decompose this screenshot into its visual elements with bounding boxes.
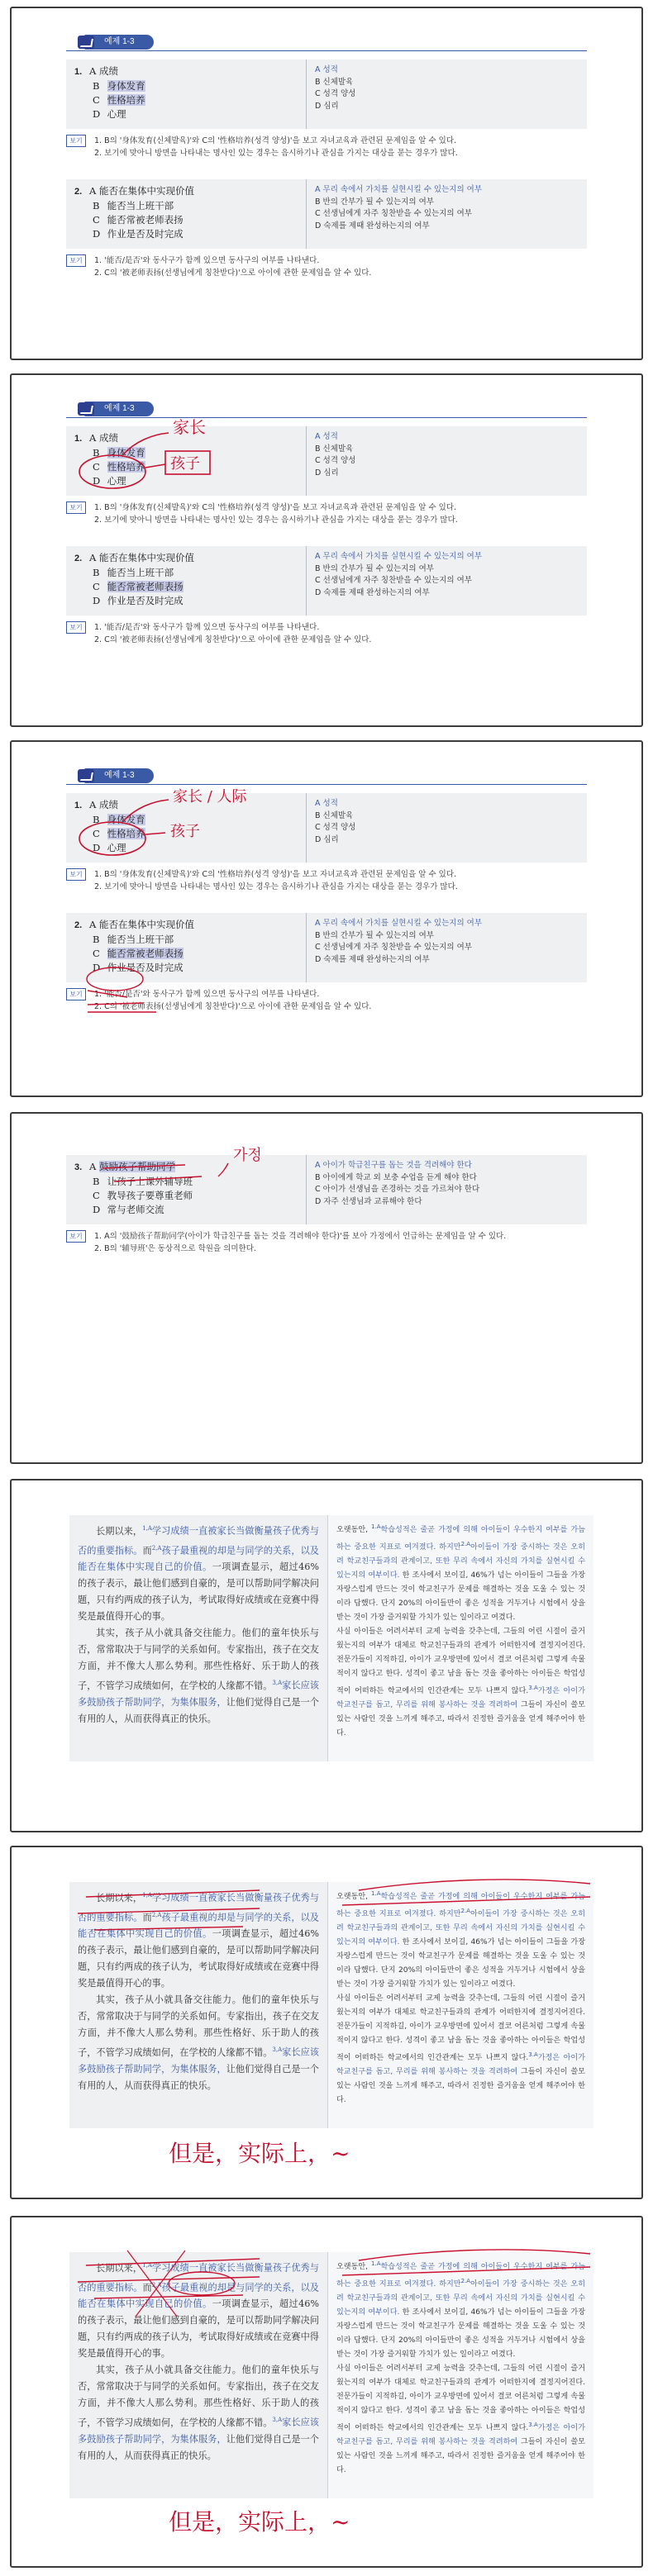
question-1: 1. A 成绩 B 身体发育 C 性格培养 D 心理 A 성적 B 신체발육 C 성격 양성 D 심리 xyxy=(66,59,587,129)
panel-passage-annotated-1: 长期以来，$^{1,A}$学习成绩一直被家长当做衡量孩子优秀与否的重要指标。而$^{2,A}$孩子最重视的却是与同学的关系，以及能否在集体中实现自己的价值。一项调查显示，超过46%的孩子表示，最让他们感到自豪的，是可以帮助同学解决问题，只有约两成的孩子认为，考试取得好成绩或在竞赛中得奖是最值得开心的事。 其实，孩子从小就具备交往能力。他们的童年快乐与否，常常取决于与同学的关系如何。专家指出，孩子在交友方面，并不像大人那么势利。那些性格好、乐于助人的孩子，不管学习成绩如何，在学校的人缘都不错。$^{3,A}$家长应该多鼓励孩子帮助同学，为集体服务，让他们觉得自己是一个有用的人，从而获得真正的快乐。 오랫동안, $^{1.A}$학습성적은 줄곧 가정에 의해 아이들이 우수한지 여부를 가늠하는 중요한 지표로 여겨졌다. 하지만$^{2.A}$아이들이 가장 중시하는 것은 오히려 학교친구들과의 관계이고, 또한 무리 속에서 자신의 가치를 실현시킬 수 있는지의 여부이다. 한 조사에서 보이길, 46%가 넘는 아이들이 그들을 가장 자랑스럽게 만드는 것이 학교친구가 문제를 해결하는 것을 도울 수 있는 것이라 답했다. 단지 20%의 아이들만이 좋은 성적을 거두거나 시험에서 상을 받는 것이 가장 즐거워할 가치가 있는 일이라고 여겼다. 사실 아이들은 어려서부터 교제 능력을 갖추는데, 그들의 어린 시절이 즐거웠는지의 여부가 대체로 학교친구들과의 관계가 어떠한지에 결정지어진다. 전문가들이 지적하길, 아이가 교우방면에 있어서 결코 어른처럼 그렇게 속물적이지 않다고 한다. 성격이 좋고 남을 돕는 것을 좋아하는 아이들은 학업성적이 어떠하든 학교에서의 인간관계는 모두 나쁘지 않다.$^{3.A}$가정은 아이가 학교친구를 돕고, 무리를 위해 봉사하는 것을 격려하여 그들이 자신이 쓸모 있는 사람인 것을 느끼게 해주고, 따라서 진정한 즐거움을 얻게 해주어야 한다. 但是，实际上，~ xyxy=(10,1846,643,2199)
panel-passage-annotated-2: 长期以来，$^{1,A}$学习成绩一直被家长当做衡量孩子优秀与否的重要指标。而$^{2,A}$孩子最重视的却是与同学的关系，以及能否在集体中实现自己的价值。一项调查显示，超过46%的孩子表示，最让他们感到自豪的，是可以帮助同学解决问题，只有约两成的孩子认为，考试取得好成绩或在竞赛中得奖是最值得开心的事。 其实，孩子从小就具备交往能力。他们的童年快乐与否，常常取决于与同学的关系如何。专家指出，孩子在交友方面，并不像大人那么势利。那些性格好、乐于助人的孩子，不管学习成绩如何，在学校的人缘都不错。$^{3,A}$家长应该多鼓励孩子帮助同学，为集体服务，让他们觉得自己是一个有用的人，从而获得真正的快乐。 오랫동안, $^{1.A}$학습성적은 줄곧 가정에 의해 아이들이 우수한지 여부를 가늠하는 중요한 지표로 여겨졌다. 하지만$^{2.A}$아이들이 가장 중시하는 것은 오히려 학교친구들과의 관계이고, 또한 무리 속에서 자신의 가치를 실현시킬 수 있는지의 여부이다. 한 조사에서 보이길, 46%가 넘는 아이들이 그들을 가장 자랑스럽게 만드는 것이 학교친구가 문제를 해결하는 것을 도울 수 있는 것이라 답했다. 단지 20%의 아이들만이 좋은 성적을 거두거나 시험에서 상을 받는 것이 가장 즐거워할 가치가 있는 일이라고 여겼다. 사실 아이들은 어려서부터 교제 능력을 갖추는데, 그들의 어린 시절이 즐거웠는지의 여부가 대체로 학교친구들과의 관계가 어떠한지에 결정지어진다. 전문가들이 지적하길, 아이가 교우방면에 있어서 결코 어른처럼 그렇게 속물적이지 않다고 한다. 성격이 좋고 남을 돕는 것을 좋아하는 아이들은 학업성적이 어떠하든 학교에서의 인간관계는 모두 나쁘지 않다.$^{3.A}$가정은 아이가 학교친구를 돕고, 무리를 위해 봉사하는 것을 격려하여 그들이 자신이 쓸모 있는 사람인 것을 느끼게 해주고, 따라서 진정한 즐거움을 얻게 해주어야 한다. 但是，实际上，~ xyxy=(10,2216,643,2568)
option-text: 性格培养 xyxy=(107,94,145,106)
note-tag: 보기 xyxy=(66,135,86,147)
handwritten-note: 가정 xyxy=(233,1147,262,1164)
panel-example-question-3: 3. A 鼓励孩子帮助同学 B 让孩子上课外辅导班 C 教导孩子要尊重老师 D 常与老师交流 A 아이가 학급친구를 돕는 것을 격려해야 한다 B 아이에게 학교 외 보충 수업을 듣게 해야 한다 C 아이가 선생님을 존경하는 것을 가르쳐야 한다 D 자주 선생님과 교류해야 한다 보기 1. A의 '鼓励孩子帮助同学(아이가 학급친구를 돕는 것을 격려해야 한다)'를 보아 가정에서 언급하는 문제임을 알 수 있다. 2. B의 '辅导班'은 동상적으로 학원을 의미한다. 가정 xyxy=(10,1112,643,1464)
passage-korean: 오랫동안, $^{1.A}$학습성적은 줄곧 가정에 의해 아이들이 우수한지 여부를 가늠하는 중요한 지표로 여겨졌다. 하지만$^{2.A}$아이들이 가장 중시하는 것은 오히려 학교친구들과의 관계이고, 또한 무리 속에서 자신의 가치를 실현시킬 수 있는지의 여부이다. 한 조사에서 보이길, 46%가 넘는 아이들이 그들을 가장 자랑스럽게 만드는 것이 학교친구가 문제를 해결하는 것을 도울 수 있는 것이라 답했다. 단지 20%의 아이들만이 좋은 성적을 거두거나 시험에서 상을 받는 것이 가장 즐거워할 가치가 있는 일이라고 여겼다. 사실 아이들은 어려서부터 교제 능력을 갖추는데, 그들의 어린 시절이 즐거웠는지의 여부가 대체로 학교친구들과의 관계가 어떠한지에 결정지어진다. 전문가들이 지적하길, 아이가 교우방면에 있어서 결코 어른처럼 그렇게 속물적이지 않다고 한다. 성격이 좋고 남을 돕는 것을 좋아하는 아이들은 학업성적이 어떠하든 학교에서의 인간관계는 모두 나쁘지 않다.$^{3.A}$가정은 아이가 학교친구를 돕고, 무리를 위해 봉사하는 것을 격려하여 그들이 자신이 쓸모 있는 사람인 것을 느끼게 해주고, 따라서 진정한 즐거움을 얻게 해주어야 한다. xyxy=(327,1515,593,1761)
option-text: 身体发育 xyxy=(107,80,145,92)
passage-chinese: 长期以来，$^{1,A}$学习成绩一直被家长当做衡量孩子优秀与否的重要指标。而$^{2,A}$孩子最重视的却是与同学的关系，以及能否在集体中实现自己的价值。一项调查显示，超过46%的孩子表示，最让他们感到自豪的，是可以帮助同学解决问题，只有约两成的孩子认为，考试取得好成绩或在竞赛中得奖是最值得开心的事。 其实，孩子从小就具备交往能力。他们的童年快乐与否，常常取决于与同学的关系如何。专家指出，孩子在交友方面，并不像大人那么势利。那些性格好、乐于助人的孩子，不管学习成绩如何，在学校的人缘都不错。$^{3,A}$家长应该多鼓励孩子帮助同学，为集体服务，让他们觉得自己是一个有用的人，从而获得真正的快乐。 xyxy=(69,1515,327,1761)
handwritten-note: 家长 / 人际 xyxy=(173,788,247,806)
handwritten-note: 但是，实际上，~ xyxy=(169,2508,350,2536)
handwritten-note: 但是，实际上，~ xyxy=(169,2140,350,2167)
handwritten-note: 家长 xyxy=(173,417,206,437)
headphone-icon xyxy=(78,36,94,49)
passage xyxy=(69,1515,593,1761)
panel-example-annotated-1: 예제 1-3 1. A 成绩 B 身体发育 C 性格培养 D 心理 A 성적 B 신체발육 C 성격 양성 D 심리 보기 1. B의 '身体发育(신체발육)'와 C의 '性格培养(성격 양성)'을 보고 자녀교육과 관련된 문제임을 알 수 있다. 2. 보기에 맞아니 방면을 나타내는 명사인 있는 경우는 음시하기나 관심을 가지는 대상을 묻는 경우가 많다. 2. A 能否在集体中实现价值 B 能否当上班干部 C 能否常被老师表扬 D 作业是否及时完成 A 무리 속에서 가치를 실현시킬 수 있는지의 여부 B 반의 간부가 될 수 있는지의 여부 C 선생님에게 자주 칭찬받을 수 있는지의 여부 D 숙제를 제때 완성하는지의 여부 보기 1. '能否/是否'와 동사구가 함께 있으면 동사구의 여부를 나타낸다. 2. C의 '被老师表扬(선생님에게 칭찬받다)'으로 아이에 관한 문제임을 알 수 있다. 家长 孩子 xyxy=(10,373,643,727)
example-label: 예제 1-3 xyxy=(84,35,154,50)
explanation-note: 보기 1. B의 '身体发育(신체발육)'와 C의 '性格培养(성격 양성)'을 보고 자녀교육과 관련된 문제임을 알 수 있다. 2. 보기에 맞아니 방면을 나타내는 명사인 있는 경우는 음시하기나 관심을 가지는 대상을 묻는 경우가 많다. xyxy=(66,135,587,159)
headphone-icon xyxy=(78,402,94,416)
handwritten-note: 孩子 xyxy=(170,823,200,840)
example-header xyxy=(66,33,587,51)
headphone-icon xyxy=(78,769,94,782)
question-3: 3. A 鼓励孩子帮助同学 B 让孩子上课外辅导班 C 教导孩子要尊重老师 D 常与老师交流 A 아이가 학급친구를 돕는 것을 격려해야 한다 B 아이에게 학교 외 보충 수업을 듣게 해야 한다 C 아이가 선생님을 존경하는 것을 가르쳐야 한다 D 자주 선생님과 교류해야 한다 xyxy=(66,1155,587,1224)
translation-column: A 성적 B 신체발육 C 성격 양성 D 심리 xyxy=(306,59,587,129)
option-text: 心理 xyxy=(107,108,126,120)
panel-example-annotated-2: 예제 1-3 1. A 成绩 B 身体发育 C 性格培养 D 心理 A 성적 B 신체발육 C 성격 양성 D 심리 보기 1. B의 '身体发育(신체발육)'와 C의 '性格培养(성격 양성)'을 보고 자녀교육과 관련된 문제임을 알 수 있다. 2. 보기에 맞아니 방면을 나타내는 명사인 있는 경우는 음시하기나 관심을 가지는 대상을 묻는 경우가 많다. 2. A 能否在集体中实现价值 B 能否当上班干部 C 能否常被老师表扬 D 作业是否及时完成 A 무리 속에서 가치를 실현시킬 수 있는지의 여부 B 반의 간부가 될 수 있는지의 여부 C 선생님에게 자주 칭찬받을 수 있는지의 여부 D 숙제를 제때 완성하는지의 여부 보기 1. '能否/是否'와 동사구가 함께 있으면 동사구의 여부를 나타낸다. 2. C의 '被老师表扬(선생님에게 칭찬받다)'으로 아이에 관한 문제임을 알 수 있다. 家长 / 人际 孩子 xyxy=(10,740,643,1097)
question-2: 2. A 能否在集体中实现价值 B 能否当上班干部 C 能否常被老师表扬 D 作业是否及时完成 A 무리 속에서 가치를 실현시킬 수 있는지의 여부 B 반의 간부가 될 수 있는지의 여부 C 선생님에게 자주 칭찬받을 수 있는지의 여부 D 숙제를 제때 완성하는지의 여부 xyxy=(66,179,587,249)
explanation-note: 보기 1. '能否/是否'와 동사구가 함께 있으면 동사구의 여부를 나타낸다. 2. C의 '被老师表扬(선생님에게 칭찬받다)'으로 아이에 관한 문제임을 알 수 있다. xyxy=(66,254,587,279)
panel-passage-clean xyxy=(10,1479,643,1832)
option-text: 能否在集体中实现价值 xyxy=(98,185,194,197)
question-number: 1. xyxy=(74,67,83,77)
handwritten-note: 孩子 xyxy=(170,455,200,473)
option-text: 成绩 xyxy=(98,65,118,77)
panel-example-clean xyxy=(10,7,643,360)
example-section xyxy=(66,33,587,279)
